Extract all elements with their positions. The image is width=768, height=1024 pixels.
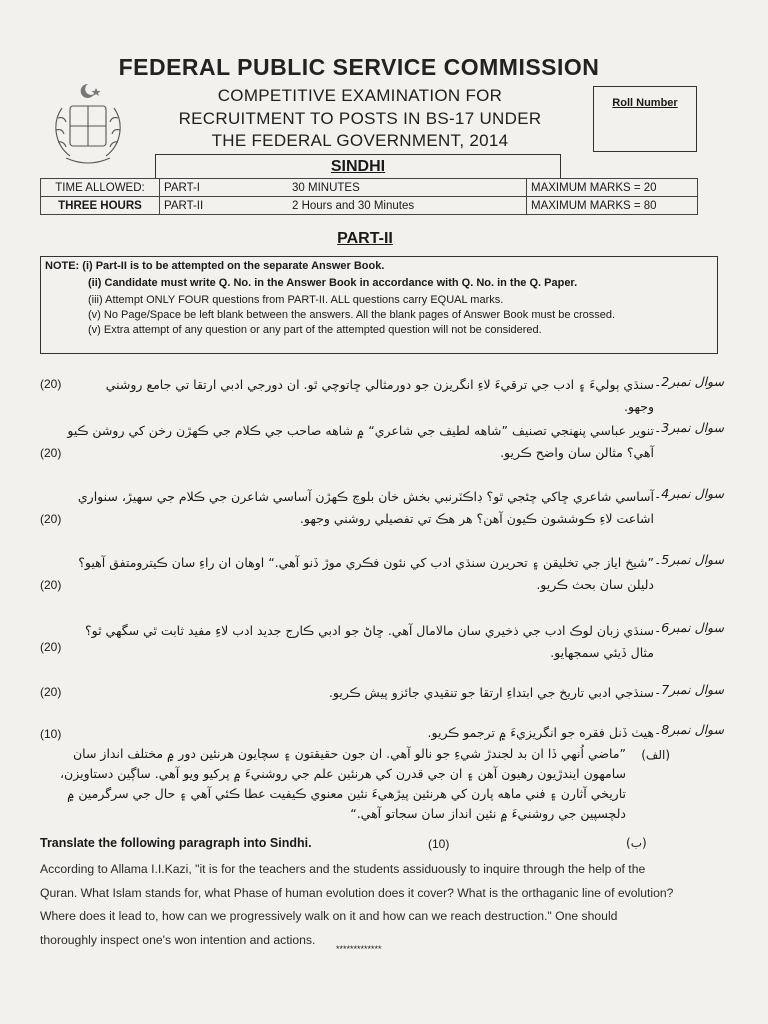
- question-2: [40, 374, 724, 414]
- question-text: ”شيخ اياز جي تخليقن ۽ تحريرن سنڌي ادب کي نئون فڪري موڙ ڏنو آهي.“ اوهان ان راءِ سان ڪيترومتفق آهيو؟: [78, 555, 654, 570]
- question-number: سوال نمبر8۔: [653, 722, 724, 737]
- question-marks: (20): [40, 377, 62, 391]
- exam-title-line2: RECRUITMENT TO POSTS IN BS-17 UNDER: [178, 109, 542, 128]
- max-marks-value: MAXIMUM MARKS = 20: [527, 179, 698, 197]
- part-title: PART-II: [337, 230, 393, 247]
- question-marks: (20): [40, 640, 62, 654]
- table-row: [41, 197, 698, 215]
- exam-title-line3: THE FEDERAL GOVERNMENT, 2014: [211, 131, 509, 150]
- subject-title: SINDHI: [155, 154, 561, 179]
- question-marks: (20): [40, 512, 62, 526]
- question-5: [40, 552, 724, 598]
- time-marks-table: [40, 178, 698, 215]
- duration-value: 2 Hours and 30 Minutes: [288, 197, 527, 215]
- commission-emblem-icon: [40, 78, 136, 174]
- question-number: سوال نمبر2۔: [653, 374, 724, 389]
- question-marks: (20): [40, 685, 62, 699]
- translate-heading-text: Translate the following paragraph into Sindhi.: [40, 836, 312, 850]
- question-8: [40, 720, 724, 838]
- question-marks: (20): [40, 446, 62, 460]
- question-number: سوال نمبر3۔: [653, 420, 724, 435]
- question-text: مثال ڏيئي سمجھايو.: [550, 645, 654, 660]
- org-title: FEDERAL PUBLIC SERVICE COMMISSION: [118, 54, 600, 80]
- roll-number-label: Roll Number: [612, 97, 678, 109]
- duration-value: 30 MINUTES: [288, 179, 527, 197]
- part-a-label: (الف): [641, 748, 670, 762]
- time-hours-label: THREE HOURS: [41, 197, 160, 215]
- question-text: آهي؟ مثالن سان واضح ڪريو.: [500, 445, 654, 460]
- end-marker: *************: [336, 944, 382, 954]
- question-text: دليلن سان بحث ڪريو.: [536, 577, 654, 592]
- translate-marks: (10): [428, 837, 450, 851]
- english-paragraph: According to Allama I.I.Kazi, "it is for the teachers and the students assiduously to inquire through the help of the Quran. What Islam stands for, what Phase of human evolution does it cover? What is the orthaganic line of evolution? Where does it lead to, how can we progressively walk on it and how can we reach destruction." One should thoroughly inspect one's won intention and actions.: [40, 862, 674, 947]
- roll-number-box: [593, 86, 697, 152]
- part-label: PART-II: [160, 197, 289, 215]
- time-allowed-label: TIME ALLOWED:: [41, 179, 160, 197]
- note-line: (v) No Page/Space be left blank between the answers. All the blank pages of Answer Book must be crossed.: [88, 309, 616, 321]
- question-text: تنوير عباسي پنهنجي تصنيف ”شاهه لطيف جي شاعري“ ۾ شاهه صاحب جي ڪلام جي ڪهڙن رخن کي روشن ڪيو: [67, 423, 654, 438]
- note-line: (v) Extra attempt of any question or any part of the attempted question will not be considered.: [88, 324, 542, 336]
- max-marks-value: MAXIMUM MARKS = 80: [527, 197, 698, 215]
- question-text: اشاعت لاءِ ڪوششون ڪيون آهن؟ هر هڪ تي تفصيلي روشني وجھو.: [299, 511, 654, 526]
- question-text: آساسي شاعري ڇاکي چئجي ٿو؟ ڊاڪٽرنبي بخش خان بلوچ ڪهڙن آساسي شاعرن جي ڪلام جي سهيڙ، سنواري: [77, 489, 654, 504]
- part-label: PART-I: [160, 179, 289, 197]
- question-number: سوال نمبر5۔: [653, 552, 724, 567]
- note-line: NOTE: (i) Part-II is to be attempted on the separate Answer Book.: [45, 260, 385, 272]
- question-marks: (20): [40, 578, 62, 592]
- question-intro: هيٺ ڏنل فقره جو انگريزيءَ ۾ ترجمو ڪريو.: [427, 725, 654, 740]
- question-7: [40, 682, 724, 708]
- question-number: سوال نمبر4۔: [653, 486, 724, 501]
- question-6: [40, 620, 724, 666]
- question-text: سنڌي ٻوليءَ ۽ ادب جي ترقيءَ لاءِ انگريزن جو دورمثالي ڇاتوچي ٿو. ان دورجي ادبي ارتقا تي جامع روشني وجھو.: [105, 377, 654, 414]
- question-text: سنڌي زبان لوڪ ادب جي ذخيري سان مالامال آهي. ڇاڻ جو ادبي ڪارج جديد ادب لاءِ مفيد ثابت ٿي سگھي ٿو؟: [84, 623, 654, 638]
- table-row: [41, 179, 698, 197]
- question-text: سنڌجي ادبي تاريخ جي ابتداءِ ارتقا جو تنقيدي جائزو پيش ڪريو.: [328, 685, 654, 700]
- notes-box: [40, 256, 718, 354]
- question-number: سوال نمبر6۔: [653, 620, 724, 635]
- question-4: [40, 486, 724, 532]
- sindhi-paragraph: ”ماضي اُنهي ڏا ان بد لجندڙ شيءِ جو نالو آهي. ان جون حقيقتون ۽ سچايون هرنئين دور ۾ مختلف انداز سان سامهون ايندڙيون رهيون آهن ۽ ان جي قدرن کي هرنئين علم جي روشنيءَ ۾ پرکيو ويو آهي. ساڳين دستاويزن، تاريخي آثارن ۽ فني ماهه پارن کي هرنئين پيڙهيءَ نئين معنوي ڪيفيت عطا ڪئي آهي ۽ حال جي سرگرمين ۾ دلچسپين جي روشنيءَ ۾ نئين انداز سان سجاتو آهي.“: [60, 746, 626, 821]
- question-3: [40, 420, 724, 466]
- note-line: (ii) Candidate must write Q. No. in the Answer Book in accordance with Q. No. in the Q. Paper.: [88, 277, 578, 289]
- question-number: سوال نمبر7۔: [653, 682, 724, 697]
- question-marks: (10): [40, 727, 62, 741]
- part-b-label: (ب): [626, 836, 647, 850]
- exam-title-line1: COMPETITIVE EXAMINATION FOR: [217, 86, 503, 105]
- note-line: (iii) Attempt ONLY FOUR questions from PART-II. ALL questions carry EQUAL marks.: [88, 294, 504, 306]
- translate-heading: [40, 836, 312, 850]
